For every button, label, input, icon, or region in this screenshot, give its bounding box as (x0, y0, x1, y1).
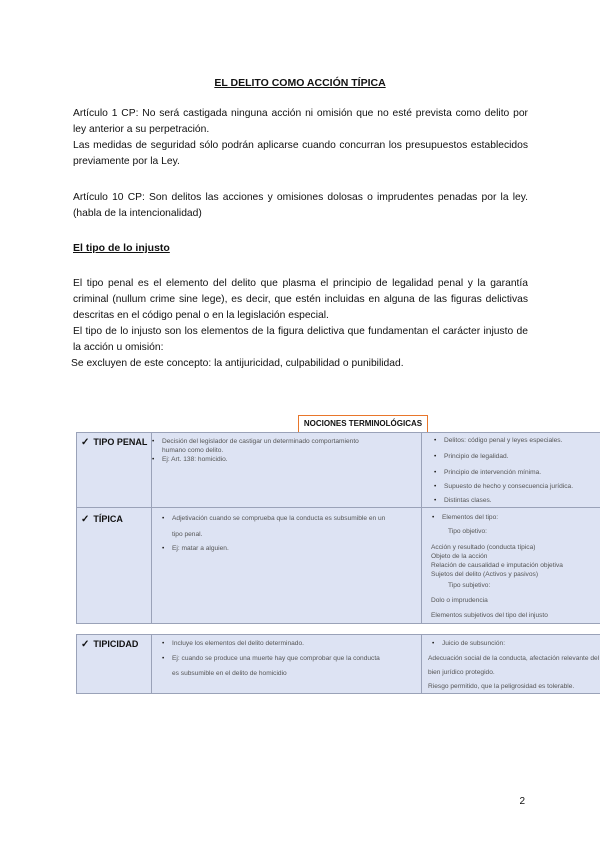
row-text: Tipo objetivo: (448, 528, 487, 535)
row-text: • Elementos del tipo: (442, 514, 498, 521)
article-1-security: Las medidas de seguridad sólo podrán aplicarse cuando concurran los presupuestos establecidos previamente por la Ley. (73, 140, 528, 167)
row-text: es subsumible en el delito de homicidio (172, 670, 287, 677)
row-text: • Juicio de subsunción: (442, 640, 505, 647)
row-text: • Principio de legalidad. (444, 453, 509, 460)
row-text: • Supuesto de hecho y consecuencia jurídica. (444, 483, 573, 490)
article-1: Artículo 1 CP: No será castigada ninguna acción ni omisión que no esté prevista como delito por ley anterior a su perpetración. (73, 108, 528, 135)
row-text: Relación de causalidad e imputación objetiva (431, 562, 563, 569)
row-text: • Ej: matar a alguien. (172, 545, 229, 552)
row-text: bien jurídico protegido. (428, 669, 495, 676)
row-text: Elementos subjetivos del tipo del injusto (431, 612, 548, 619)
page-number: 2 (519, 796, 525, 807)
terminology-table (76, 432, 600, 624)
check-icon: ✓ (81, 437, 90, 448)
row-text: • Distintas clases. (444, 497, 492, 504)
row-text: • Delitos: código penal y leyes especiales. (444, 437, 562, 444)
row-text: • Principio de intervención mínima. (444, 469, 541, 476)
paragraph-exclusions: Se excluyen de este concepto: la antijuricidad, culpabilidad o punibilidad. (71, 358, 404, 369)
row-label: TÍPICA (93, 514, 123, 524)
paragraph-tipo-penal: El tipo penal es el elemento del delito que plasma el principio de legalidad penal y la garantía criminal (nullum crime sine lege), es decir, que estén incluidas en alguna de las figuras delictivas descritas en el código penal o en la legislación especial. (73, 278, 528, 321)
row-text: Adecuación social de la conducta, afectación relevante del (428, 655, 600, 662)
row-label: TIPO PENAL (93, 437, 148, 447)
tipicidad-table (76, 634, 600, 694)
row-text: • Incluye los elementos del delito determinado. (172, 640, 304, 647)
article-10: Artículo 10 CP: Son delitos las acciones y omisiones dolosas o imprudentes penadas por la ley. (habla de la intencionalidad) (73, 192, 528, 219)
row-text: • Ej: cuando se produce una muerte hay que comprobar que la conducta (172, 655, 380, 662)
paragraph-tipo-injusto: El tipo de lo injusto son los elementos de la figura delictiva que fundamentan el carácter injusto de la acción u omisión: (73, 326, 528, 353)
row-text: humano como delito. (162, 447, 224, 454)
page-title: EL DELITO COMO ACCIÓN TÍPICA (214, 77, 386, 89)
table-row-tipica (77, 507, 600, 624)
row-text: Acción y resultado (conducta típica) (431, 544, 536, 551)
row-label: TIPICIDAD (93, 639, 139, 649)
check-icon: ✓ (81, 514, 90, 525)
table-row-tipo-penal (77, 433, 600, 507)
row-text: Sujetos del delito (Activos y pasivos) (431, 571, 539, 578)
section-title: El tipo de lo injusto (73, 242, 170, 254)
table-row-tipicidad (77, 635, 600, 693)
row-text: • Ej: Art. 138: homicidio. (162, 456, 228, 463)
row-text: • Decisión del legislador de castigar un determinado comportamiento (162, 438, 359, 445)
row-text: Tipo subjetivo: (448, 582, 491, 589)
nociones-header: NOCIONES TERMINOLÓGICAS (298, 415, 428, 433)
row-text: tipo penal. (172, 531, 203, 538)
row-text: Dolo o imprudencia (431, 597, 488, 604)
row-text: Riesgo permitido, que la peligrosidad es tolerable. (428, 683, 575, 690)
row-text: • Adjetivación cuando se comprueba que la conducta es subsumible en un (172, 515, 385, 522)
check-icon: ✓ (81, 639, 90, 650)
row-text: Objeto de la acción (431, 553, 488, 560)
